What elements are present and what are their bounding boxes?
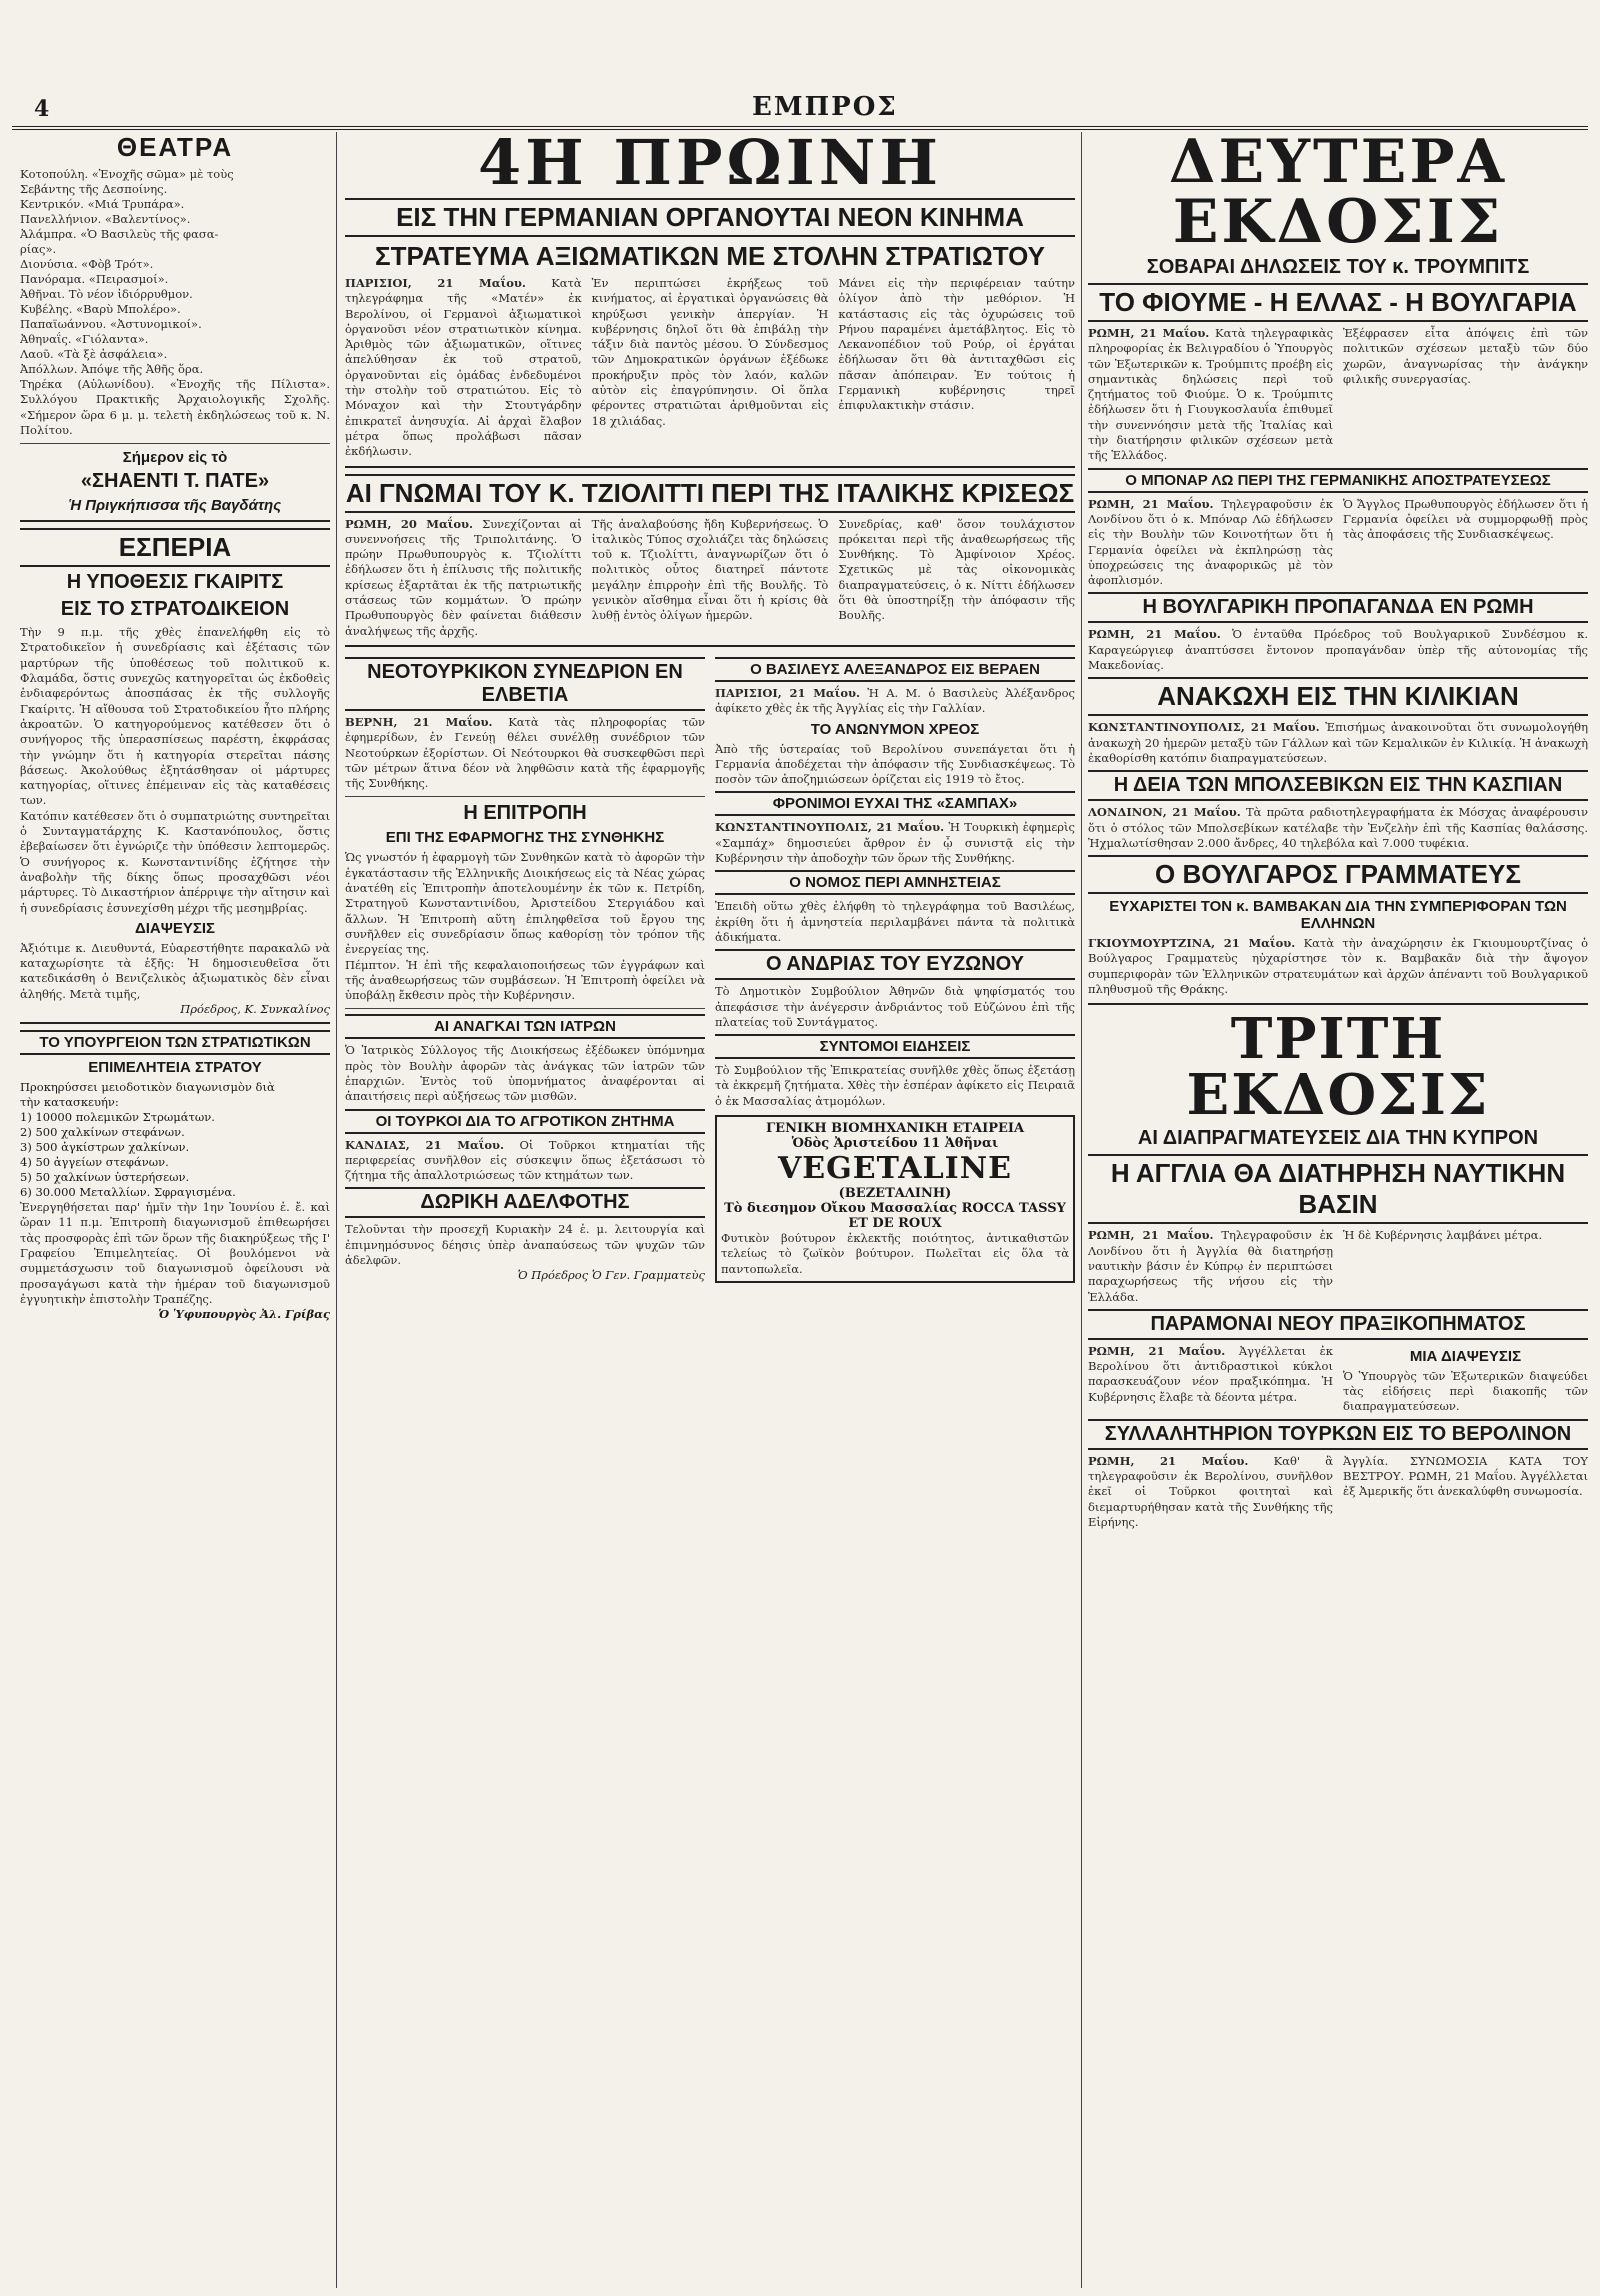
article-text: Πέμπτον. Ἡ ἐπὶ τῆς κεφαλαιοποιήσεως τῶν ἐγγράφων καὶ τῆς ἀναθεωρήσεως τῶν συμβάσεων. Ἡ Ἐπιτροπὴ ὀφείλει νὰ ὑποβάλῃ ἔκθεσιν πρὸς τὴν Κυβέρνησιν. [345,957,705,1003]
headline: ΠΑΡΑΜΟΝΑΙ ΝΕΟΥ ΠΡΑΞΙΚΟΠΗΜΑΤΟΣ [1088,1309,1588,1340]
dateline: ΚΩΝΣΤΑΝΤΙΝΟΥΠΟΛΙΣ, 21 Μαΐου. [1088,720,1320,735]
headline: ΣΟΒΑΡΑΙ ΔΗΛΩΣΕΙΣ ΤΟΥ κ. ΤΡΟΥΜΠΙΤΣ [1146,256,1530,278]
theatre-listing: Κοτοπούλη. «Ἐνοχῆς σῶμα» μὲ τοὺς [20,167,234,181]
article-text: Ἀξιότιμε κ. Διευθυντά, Εὐαρεστήθητε παρακαλῶ νὰ καταχωρίσητε τὰ ἑξῆς: Ἡ δημοσιευθεῖσα ὅτι κατεδικάσθη ὁ Βενιζελικὸς ἀξιωματικὸς δὲν εἶναι ἀληθής. Μετὰ τιμῆς, [20,940,330,1001]
list-item: τὴν κατασκευήν: [20,1095,119,1110]
article-text: Ἐνεργηθήσεται παρ' ἡμῖν τὴν 1ην Ἰουνίου ἐ. ἔ. καὶ ὥραν 11 π.μ. Ἐπιτροπὴ διαγωνισμοῦ ἐπιθεωρήσει τὰς προσφορὰς ἐπὶ τῶν ὅρων τῆς διακηρύξεως τῆς Ι' Γραφείου Ἐπιμελητείας. Οἱ βουλόμενοι νὰ συμμετάσχωσιν τοῦ διαγωνισμοῦ ὀφείλουσι νὰ προσαγάγωσι κατὰ τὴν ἡμέραν τοῦ διαγωνισμοῦ ἐγγυητικὴν ἐπιστολὴν Τραπέζης. [20,1200,330,1306]
article-text: Καθ' ἃ τηλεγραφοῦσιν ἐκ Βερολίνου, συνῆλθον ἐκεῖ οἱ Τοῦρκοι φοιτηταὶ καὶ διεμαρτυρήθησαν κατὰ τῆς Συνθήκης τῆς Εἰρήνης. [1088,1453,1334,1529]
theatre-listings [20,167,330,377]
theatre-note: Τηρέκα (Αὐλωνίδου). «Ἐνοχῆς τῆς Πίλιστα». Συλλόγου Πρακτικῆς Ἀρχαιολογικῆς Σχολῆς. «Σήμερον ὥρα 6 μ. μ. τελετὴ ἐκδηλώσεως τοῦ κ. Ν. Πολίτου. [20,377,330,437]
article-text: Τὴν 9 π.μ. τῆς χθὲς ἐπανελήφθη εἰς τὸ Στρατοδικεῖον ἡ συνεδρίασις καὶ ἐξέτασις τῶν μαρτύρων τῆς ὑποθέσεως τοῦ πολιτικοῦ κ. Φλαμάδα, ὅστις συνεχῶς κατηγορεῖται ὡς ἐκδοθεὶς ἐνδιαφερόντως ἀποσπάσας ἐκ τῆς συλλογῆς Γκαίριτς. Ἡ αἴθουσα τοῦ Στρατοδικείου ἦτο πλήρης ἀκροατῶν. Ὁ κατηγορούμενος κατέθεσεν ὅτι ὁ συνήγορος τῆς ὑπερασπίσεως παρέστη, ἐκφράσας τὴν γνώμην ὅτι ἡ κατηγορία στερεῖται πάσης βάσεως. Ἀκολούθως ἐξητάσθησαν οἱ μάρτυρες κατηγορίας, οἵτινες ἐπέμειναν εἰς τὰς καταθέσεις των. [20,625,330,808]
headline: Η ΥΠΟΘΕΣΙΣ ΓΚΑΙΡΙΤΣ [66,571,284,594]
dateline: ΡΩΜΗ, 20 Μαΐου. [345,516,474,531]
column-divider [1081,132,1082,2288]
dateline: ΡΩΜΗ, 21 Μαΐου. [1088,496,1214,511]
ad-company: ΓΕΝΙΚΗ ΒΙΟΜΗΧΑΝΙΚΗ ΕΤΑΙΡΕΙΑ [765,1120,1025,1136]
theatre-listing: Διονύσια. «Φὸβ Τρότ». [20,257,154,271]
headline: ΕΙΣ ΤΟ ΣΤΡΑΤΟΔΙΚΕΙΟΝ [60,598,290,621]
article-text: Συνεδρίας, καθ' ὅσον τουλάχιστον πρόκειται περὶ τῆς ἀναθεωρήσεως τῆς Συνθήκης. Τὸ Ἀμφίνοιον Χρέος. Σχετικῶς μὲ τὰς οἰκονομικὰς διαπραγματεύσεις, ὁ κ. Νίττι ἐδήλωσεν ὅτι θὰ ὑποστηρίξῃ τὴν ἀπόφασιν τῆς Βουλῆς. [838,516,1075,623]
article-text: Ἡ Α. Μ. ὁ Βασιλεὺς Ἀλέξανδρος ἀφίκετο χθὲς ἐκ τῆς Ἀγγλίας εἰς τὴν Γαλλίαν. [715,685,1075,716]
article-text: Ὁ ἐνταῦθα Πρόεδρος τοῦ Βουλγαρικοῦ Συνδέσμου κ. Καραγεώργιεφ ἀναπτύσσει ἔντονον προπαγάνδαν ὑπὲρ τῆς αὐτονομίας τῆς Μακεδονίας. [1088,627,1588,673]
headline: Η ΑΓΓΛΙΑ ΘΑ ΔΙΑΤΗΡΗΣΗ ΝΑΥΤΙΚΗΝ ΒΑΣΙΝ [1088,1154,1588,1224]
ad-text: Τὸ διεσημον Οἴκου Μασσαλίας ROCCA TASSY ET DE ROUX [724,1200,1066,1231]
list-item: 3) 500 ἀγκίστρων χαλκίνων. [20,1140,190,1155]
list-item: 1) 10000 πολεμικῶν Στρωμάτων. [20,1110,215,1125]
article-text: Ὁ Ὑπουργὸς τῶν Ἐξωτερικῶν διαψεύδει τὰς εἰδήσεις περὶ διακοπῆς τῶν διαπραγματεύσεων. [1343,1368,1588,1414]
list-item: Προκηρύσσει μειοδοτικὸν διαγωνισμὸν διὰ [20,1080,275,1095]
theatre-heading: ΘΕΑΤΡΑ [116,132,234,162]
dateline: ΡΩΜΗ, 21 Μαΐου. [1088,1343,1226,1358]
advertisement [715,1115,1075,1283]
headline: ΑΙ ΓΝΩΜΑΙ ΤΟΥ Κ. ΤΖΙΟΛΙΤΤΙ ΠΕΡΙ ΤΗΣ ΙΤΑΛΙΚΗΣ ΚΡΙΣΕΩΣ [345,474,1075,513]
headline: ΕΥΧΑΡΙΣΤΕΙ ΤΟΝ κ. ΒΑΜΒΑΚΑΝ ΔΙΑ ΤΗΝ ΣΥΜΠΕΡΙΦΟΡΑΝ ΤΩΝ ΕΛΛΗΝΩΝ [1109,898,1567,933]
dateline: ΡΩΜΗ, 21 Μαΐου. [1088,627,1221,642]
headline: ΕΙΣ ΤΗΝ ΓΕΡΜΑΝΙΑΝ ΟΡΓΑΝΟΥΤΑΙ ΝΕΟΝ ΚΙΝΗΜΑ [345,198,1075,237]
headline: Η ΔΕΙΑ ΤΩΝ ΜΠΟΛΣΕΒΙΚΩΝ ΕΙΣ ΤΗΝ ΚΑΣΠΙΑΝ [1088,770,1588,801]
article-text: Ἐπισήμως ἀνακοινοῦται ὅτι συνωμολογήθη ἀνακωχὴ 20 ἡμερῶν μεταξὺ τῶν Γάλλων καὶ τῶν Κεμαλικῶν ἐν Κιλικίᾳ. Ἡ ἀνακωχὴ ἐκαθορίσθη κατόπιν διαπραγματεύσεων. [1088,720,1588,765]
headline: ΑΙ ΑΝΑΓΚΑΙ ΤΩΝ ΙΑΤΡΩΝ [345,1014,705,1039]
article-text: Κατὰ τηλεγραφικὰς πληροφορίας ἐκ Βελιγραδίου ὁ Ὑπουργὸς τῶν Ἐξωτερικῶν κ. Τρούμπιτς προέβη εἰς σημαντικὰς δηλώσεις περὶ τοῦ ζητήματος τοῦ Φιούμε. Ὁ κ. Τρούμπιτς ἐδήλωσεν ὅτι ἡ Γιουγκοσλαυΐα ἐπιθυμεῖ τὴν συνεννόησιν μετὰ τῆς Ἰταλίας καὶ τὴν διατήρησιν φιλικῶν σχέσεων μετὰ τῆς Ἑλλάδος. [1088,326,1334,463]
article-text: Ὁ Ἄγγλος Πρωθυπουργὸς ἐδήλωσεν ὅτι ἡ Γερμανία ὀφείλει νὰ συμμορφωθῇ πρὸς τὰς ἀποφάσεις τῆς Συνδιασκέψεως. [1343,496,1588,542]
dateline: ΡΩΜΗ, 21 Μαΐου. [1088,1453,1249,1468]
headline: ΕΠΙΜΕΛΗΤΕΙΑ ΣΤΡΑΤΟΥ [88,1059,262,1077]
right-column [1088,132,1588,2288]
list-item: 2) 500 χαλκίνων στεφάνων. [20,1125,185,1140]
article-text: Ἐξέφρασεν εἶτα ἀπόψεις ἐπὶ τῶν πολιτικῶν σχέσεων μεταξὺ τῶν δύο χωρῶν, ἀναγνωρίσας τὴν ἀνάγκην φιλικῆς συνεργασίας. [1343,326,1588,386]
list-item: 6) 30.000 Μεταλλίων. Σφραγισμένα. [20,1185,236,1200]
article-text: Ἐν περιπτώσει ἐκρήξεως τοῦ κινήματος, αἱ ἐργατικαὶ ὀργανώσεις θὰ κηρύξωσι γενικὴν ἀπεργίαν. Ἡ κυβέρνησις δηλοῖ ὅτι θὰ ἐπιβάλῃ τὴν τάξιν διὰ παντὸς μέσου. Ὁ Σύνδεσμος τῶν Δημοκρατικῶν ὀργάνων ἐξέδωκε προκήρυξιν πρὸς τὸν λαόν, καλῶν αὐτὸν εἰς ἐπαγρύπνησιν. Οἱ ὅπλα φέροντες στρατιῶται ἀριθμοῦνται εἰς 18 χιλιάδας. [591,276,829,428]
paper-name: ΕΜΠΡΟΣ [752,92,898,122]
headline: ΤΟ ΑΝΩΝΥΜΟΝ ΧΡΕΟΣ [810,720,980,738]
left-column [20,132,330,2288]
headline: Η ΒΟΥΛΓΑΡΙΚΗ ΠΡΟΠΑΓΑΝΔΑ ΕΝ ΡΩΜΗ [1088,592,1588,623]
today-show: «ΣΗΑΕΝΤΙ Τ. ΠΑΤΕ» [80,470,270,493]
article-text: Τηλεγραφοῦσιν ἐκ Λονδίνου ὅτι ὁ κ. Μπόναρ Λῶ ἐδήλωσεν εἰς τὴν Βουλὴν τῶν Κοινοτήτων ὅτι ἡ Γερμανία ὀφείλει νὰ ἐκπληρώσῃ τὰς ὑποχρεώσεις της ἀναφορικῶς μὲ τὸν ἀφοπλισμόν. [1088,496,1333,588]
headline: ΤΟ ΥΠΟΥΡΓΕΙΟΝ ΤΩΝ ΣΤΡΑΤΙΩΤΙΚΩΝ [20,1030,330,1055]
article-text: Κατὰ τὰς πληροφορίας τῶν ἐφημερίδων, ἐν Γενεύῃ θέλει συνέλθῃ συνέδριον τῶν Νεοτούρκων ἐξορίστων. Οἱ Νεότουρκοι θὰ συσκεφθῶσι περὶ τῶν μέτρων ἅτινα δέον νὰ ληφθῶσιν κατὰ τῆς ἐφαρμογῆς τῆς Συνθήκης. [345,714,706,791]
article-text: Κατὰ τὴν ἀναχώρησιν ἐκ Γκιουμουρτζίνας ὁ Βούλγαρος Γραμματεὺς ηὐχαρίστησε τὸν κ. Βαμβακᾶν διὰ τὴν ἄψογον συμπεριφορὰν τῶν Ἑλληνικῶν στρατευμάτων καὶ ἀρχῶν ἀπέναντι τοῦ Βουλγαρικοῦ πληθυσμοῦ τῆς Θράκης. [1088,936,1588,997]
dateline: ΒΕΡΝΗ, 21 Μαΐου. [345,714,493,729]
theatre-listing: Ἀθηναΐς. «Γιόλαντα». [20,332,149,346]
dateline: ΠΑΡΙΣΙΟΙ, 21 Μαΐου. [345,276,526,290]
list-item: 5) 50 χαλκίνων ὑστερήσεων. [20,1170,190,1185]
article-text: Τηλεγραφοῦσιν ἐκ Λονδίνου ὅτι ἡ Ἀγγλία θὰ διατηρήσῃ ναυτικὴν βάσιν ἐν Κύπρῳ ἐν περιπτώσει παραχωρήσεως τῆς νήσου εἰς τὴν Ἑλλάδα. [1088,1228,1333,1304]
theatre-listing: Λαοῦ. «Τὰ ξὲ ἀσφάλεια». [20,347,168,361]
article-text: Τὸ Συμβούλιον τῆς Ἐπικρατείας συνῆλθε χθὲς ὅπως ἐξετάσῃ τὰ ἐκκρεμῆ ζητήματα. Χθὲς τὴν ἑσπέραν ἀφίκετο εἰς Πειραιᾶ ὁ ἐκ Μασσαλίας ἀτμομόλων. [715,1063,1075,1108]
ad-address: Ὁδὸς Ἀριστείδου 11 Ἀθῆναι [791,1135,999,1151]
article-text: Ἀπὸ τῆς ὑστεραίας τοῦ Βερολίνου συνεπάγεται ὅτι ἡ Γερμανία ἀποδέχεται τὴν ἀπόφασιν τῆς Συνδιασκέψεως. Τὸ ποσὸν τῶν ἀποζημιώσεων ὁρίζεται εἰς 1919 τὸ ἔτος. [715,741,1075,787]
column-divider [336,132,337,2288]
tender-list [20,1080,330,1200]
ad-subtitle: (ΒΕΖΕΤΑΛΙΝΗ) [838,1185,952,1201]
article-text: Τὸ Δημοτικὸν Συμβούλιον Ἀθηνῶν διὰ ψηφίσματός του ἀπεφάσισε τὴν ἀνέγερσιν ἀνδριάντος τοῦ Εὐζώνου ἐπὶ τῆς πλατείας τοῦ Συντάγματος. [715,984,1075,1029]
headline: ΣΥΝΤΟΜΟΙ ΕΙΔΗΣΕΙΣ [715,1034,1075,1059]
article-text: Ὡς γνωστόν ἡ ἐφαρμογὴ τῶν Συνθηκῶν κατὰ τὸ ἀφορῶν τὴν ἐγκατάστασιν τῆς Ἑλληνικῆς Διοικήσεως εἰς τὰ Νέας χώρας ἀνατέθη εἰς Ἐπιτροπὴν ἀποτελουμένην ἐκ τῶν κ. Πετρίδη, Στρατηγοῦ Κωνσταντινίδου, Ἀριστείδου Στεργιάδου καὶ ἄλλων. Ἡ Ἐπιτροπὴ αὕτη ἐπιληφθεῖσα τοῦ ἔργου της συνῆλθεν εἰς συνεδρίασιν ὅπως καθορίσῃ τὸν τρόπον τῆς ἐνεργείας της. [345,850,705,957]
headline: ΦΡΟΝΙΜΟΙ ΕΥΧΑΙ ΤΗΣ «ΣΑΜΠΑΧ» [715,791,1075,816]
today-sub: Ἡ Πριγκήπισσα τῆς Βαγδάτης [68,497,282,515]
dateline: ΡΩΜΗ, 21 Μαΐου. [1088,1228,1214,1243]
headline: ΑΝΑΚΩΧΗ ΕΙΣ ΤΗΝ ΚΙΛΙΚΙΑΝ [1088,677,1588,716]
dateline: ΠΑΡΙΣΙΟΙ, 21 Μαΐου. [715,685,860,700]
article-text: Τὰ πρῶτα ραδιοτηλεγραφήματα ἐκ Μόσχας ἀναφέρουσιν ὅτι ὁ στόλος τῶν Μπολσεβίκων κατέλαβε τὴν Ἐνζελὴν ἐπὶ τῆς Κασπίας θαλάσσης. Ἠχμαλωτίσθησαν 2.000 ἄνδρες, 40 τηλεβόλα καὶ 7.000 τυφέκια. [1088,805,1588,850]
theatre-listing: Ἀθῆναι. Τὸ νέον ἰδιόρρυθμον. [20,287,193,301]
dateline: ΚΩΝΣΤΑΝΤΙΝΟΥΠΟΛΙΣ, 21 Μαΐου. [715,820,945,835]
theatre-listing: Πανελλήνιον. «Βαλεντίνος». [20,212,191,226]
headline: ΝΕΟΤΟΥΡΚΙΚΟΝ ΣΥΝΕΔΡΙΟΝ ΕΝ ΕΛΒΕΤΙΑ [345,657,705,711]
article-text: Κατὰ τηλεγράφημα τῆς «Ματέν» ἐκ Βερολίνου, οἱ Γερμανοὶ ἀξιωματικοὶ ὀργανοῦσι νέον στρατιωτικὸν κίνημα. Ἀριθμὸς τῶν ἀξιωματικῶν, οἵτινες ἀπελύθησαν ἐκ τοῦ στρατοῦ, ὀργανοῦνται εἰς ὁμάδας ἐνδεδυμένοι τὴν στολὴν τοῦ στρατιώτου. Εἰς τὸ Μόναχον καὶ τὴν Στουτγάρδην ἐπικρατεῖ ἀνησυχία. Αἱ ἀρχαὶ ἔλαβον μέτρα ὅπως προλάβωσι πᾶσαν ἐκδήλωσιν. [345,276,582,459]
article-text: Ἀγγλία. ΣΥΝΩΜΟΣΙΑ ΚΑΤΑ ΤΟΥ ΒΕΣΤΡΟΥ. ΡΩΜΗ, 21 Μαΐου. Ἀγγέλλεται ἐξ Ἀμερικῆς ὅτι ἀνεκαλύφθη συνωμοσία. [1343,1453,1588,1499]
ad-body: Φυτικὸν βούτυρον ἐκλεκτῆς ποιότητος, ἀντικαθιστῶν τελείως τὸ ζωϊκὸν βούτυρον. Πωλεῖται εἰς ὅλα τὰ παντοπωλεῖα. [721,1230,1069,1276]
theatre-listing: Κεντρικόν. «Μιά Τρυπάρα». [20,197,185,211]
edition-title: ΔΕΥΤΕΡΑ ΕΚΔΟΣΙΣ [1168,132,1508,257]
article-text: Ὁ Ἰατρικὸς Σύλλογος τῆς Διοικήσεως ἐξέδωκεν ὑπόμνημα πρὸς τὸν Βουλὴν ἀφορῶν τὰς ἀνάγκας τῶν ἰατρῶν τῶν ἐπαρχιῶν. Ἐντὸς τοῦ ὑπομνήματος ἀναφέρονται αἱ ἀπαιτήσεις περὶ αὐξήσεως τῶν μισθῶν. [345,1043,705,1104]
article-text: Οἱ Τοῦρκοι κτηματίαι τῆς περιφερείας συνῆλθον εἰς σύσκεψιν ὅπως ἐξετάσωσι τὸ ζήτημα τῆς ἀπαλλοτριώσεως τῶν κτημάτων των. [345,1137,705,1183]
headline: ΣΥΛΛΑΛΗΤΗΡΙΟΝ ΤΟΥΡΚΩΝ ΕΙΣ ΤΟ ΒΕΡΟΛΙΝΟΝ [1088,1419,1588,1450]
page-number: 4 [34,96,50,122]
theatre-listing: Πανόραμα. «Πειρασμοί». [20,272,169,286]
headline: Ο ΑΝΔΡΙΑΣ ΤΟΥ ΕΥΖΩΝΟΥ [715,949,1075,980]
article-text: Τελοῦνται τὴν προσεχῆ Κυριακὴν 24 ἐ. μ. λειτουργία καὶ ἐπιμνημόσυνος δέησις ὑπὲρ ἀναπαύσεως τῶν ψυχῶν τῶν ἀδελφῶν. [345,1222,705,1268]
headline: Ο ΝΟΜΟΣ ΠΕΡΙ ΑΜΝΗΣΤΕΙΑΣ [715,870,1075,895]
theatre-listing: Παπαϊωάννου. «Ἀστυνομικοί». [20,317,202,331]
theatre-listing: Ἀπόλλων. Ἀπόψε τῆς Ἀθῆς ὅρα. [20,362,204,376]
theatre-listing: Σεβάντης τῆς Δεσποίνης. [20,182,168,196]
theatre-listing: Κυβέλης. «Βαρὺ Μπολέρο». [20,302,181,316]
headline: ΣΤΡΑΤΕΥΜΑ ΑΞΙΩΜΑΤΙΚΩΝ ΜΕ ΣΤΟΛΗΝ ΣΤΡΑΤΙΩΤΟΥ [375,241,1045,271]
headline: ΔΩΡΙΚΗ ΑΔΕΛΦΟΤΗΣ [345,1187,705,1218]
headline: ΤΟ ΦΙΟΥΜΕ - Η ΕΛΛΑΣ - Η ΒΟΥΛΓΑΡΙΑ [1088,283,1588,322]
article-text: Κατόπιν κατέθεσεν ὅτι ὁ συμπατριώτης συντηρεῖται ὁ Συνταγματάρχης Κ. Καστανόπουλος, ὅστις ἐβεβαίωσεν ὅτι ἐγνώριζε τὴν ὑπόθεσιν λεπτομερῶς. Ὁ συνήγορος κ. Κωνσταντινίδης ἐζήτησε τὴν ἀναβολὴν τῆς δίκης ὅπως προσαχθῶσι νέοι μάρτυρες. Τὸ Δικαστήριον ἀπέρριψε τὴν αἴτησιν καὶ ἡ συνεδρίασις ἐσυνεχίσθη μέχρι τῆς μεσημβρίας. [20,808,330,915]
today-title: Σήμερον εἰς τὸ [122,449,228,467]
dateline: ΛΟΝΔΙΝΟΝ, 21 Μαΐου. [1088,805,1241,820]
article-text: Τῆς ἀναλαβούσης ἤδη Κυβερνήσεως. Ὁ ἰταλικὸς Τύπος σχολιάζει τὰς δηλώσεις τοῦ κ. Τζιολίττι, ἀναγνωρίζων ὅτι ὁ πολιτικὸς οὗτος διατηρεῖ πάντοτε μεγάλην ἐπιρροὴν ἐπὶ τῆς Βουλῆς. Τὸ γενικὸν αἴσθημα εἶναι ὅτι ἡ κρίσις θὰ λυθῇ ἐντὸς ὀλίγων ἡμερῶν. [591,516,829,623]
dateline: ΓΚΙΟΥΜΟΥΡΤΖΙΝΑ, 21 Μαΐου. [1088,936,1296,951]
headline: ΟΙ ΤΟΥΡΚΟΙ ΔΙΑ ΤΟ ΑΓΡΟΤΙΚΟΝ ΖΗΤΗΜΑ [345,1109,705,1134]
article-text: Συνεχίζονται αἱ συνεννοήσεις τῆς Τριπολιτάνης. Ὁ πρώην Πρωθυπουργὸς κ. Τζιολίττι ἐδήλωσεν ὅτι ἡ ἐπίλυσις τῆς πολιτικῆς κρίσεως ἐξαρτᾶται ἐκ τῆς πατριωτικῆς στάσεως τῶν κομμάτων. Ὁ πρώην Πρωθυπουργὸς δὲν φαίνεται διάθεσιν ἀναλήψεως τῆς ἀρχῆς. [345,516,582,638]
theatre-listing: Ἀλάμπρα. «Ὁ Βασιλεὺς τῆς φασα- [20,227,219,241]
edition-title: ΤΡΙΤΗ ΕΚΔΟΣΙΣ [1186,1006,1490,1129]
article-text: Μάνει εἰς τὴν περιφέρειαν ταύτην ὀλίγον ἀπὸ τὴν μεθόριον. Ἡ κατάστασις εἰς τὰς ὀχυρώσεις τοῦ Ρήνου παραμένει ἀμετάβλητος. Εἰς τὸ Λεκανοπέδιον τοῦ Ρούρ, οἱ ἐργάται ἐδήλωσαν ὅτι θὰ ἀντιταχθῶσι εἰς πᾶσαν ἀπόπειραν. Ἐν τούτοις ἡ Γερμανικὴ κυβέρνησις τηρεῖ ἐπιφυλακτικὴν στάσιν. [838,276,1075,413]
headline: ΜΙΑ ΔΙΑΨΕΥΣΙΣ [1409,1347,1522,1365]
headline: Ο ΒΑΣΙΛΕΥΣ ΑΛΕΞΑΝΔΡΟΣ ΕΙΣ ΒΕΡΑΕΝ [715,657,1075,682]
headline: Ο ΒΟΥΛΓΑΡΟΣ ΓΡΑΜΜΑΤΕΥΣ [1088,855,1588,894]
theatre-listing: ρίας». [20,242,57,256]
section-title: ΕΣΠΕΡΙΑ [20,528,330,567]
article-text: Ἀγγέλλεται ἐκ Βερολίνου ὅτι ἀντιδραστικοὶ κύκλοι παρασκευάζουν νέον πραξικόπημα. Ἡ Κυβέρνησις ἔλαβε τὰ δέοντα μέτρα. [1088,1343,1333,1404]
headline: ΑΙ ΔΙΑΠΡΑΓΜΑΤΕΥΣΕΙΣ ΔΙΑ ΤΗΝ ΚΥΠΡΟΝ [1137,1127,1539,1150]
article-text: Ἡ Τουρκικὴ ἐφημερὶς «Σαμπάχ» δημοσιεύει ἄρθρον ἐν ᾧ συνιστᾷ εἰς τὴν Κυβέρνησιν τὴν ἀποδοχὴν τῶν ὅρων τῆς Συνθήκης. [715,820,1075,866]
headline: Η ΕΠΙΤΡΟΠΗ [463,802,587,825]
dateline: ΡΩΜΗ, 21 Μαΐου. [1088,326,1210,340]
headline: Ο ΜΠΟΝΑΡ ΛΩ ΠΕΡΙ ΤΗΣ ΓΕΡΜΑΝΙΚΗΣ ΑΠΟΣΤΡΑΤΕΥΣΕΩΣ [1088,468,1588,493]
signature: Πρόεδρος, Κ. Συνκαλίνος [180,1002,330,1017]
masthead [12,92,1588,130]
ad-brand: VEGETALINE [777,1150,1012,1186]
edition-title: 4Η ΠΡΩΙΝΗ [478,132,942,199]
dateline: ΚΑΝΔΙΑΣ, 21 Μαΐου. [345,1137,505,1152]
article-text: Ἐπειδὴ οὕτω χθὲς ἐλήφθη τὸ τηλεγράφημα τοῦ Βασιλέως, ἐκρίθη ὅτι ἡ ἀμνηστεία περιλαμβάνει πάντα τὰ πολιτικὰ ἀδικήματα. [715,899,1075,944]
headline: ΕΠΙ ΤΗΣ ΕΦΑΡΜΟΓΗΣ ΤΗΣ ΣΥΝΘΗΚΗΣ [385,829,665,847]
signature: Ὁ Ὑφυπουργὸς Ἀλ. Γρίβας [158,1307,330,1322]
signature: Ὁ Πρόεδρος Ὁ Γεν. Γραμματεὺς [517,1268,705,1283]
center-column [345,132,1075,2288]
list-item: 4) 50 ἀγγείων στεφάνων. [20,1155,169,1170]
headline: ΔΙΑΨΕΥΣΙΣ [134,919,216,937]
article-text: Ἡ δὲ Κυβέρνησις λαμβάνει μέτρα. [1343,1228,1543,1243]
